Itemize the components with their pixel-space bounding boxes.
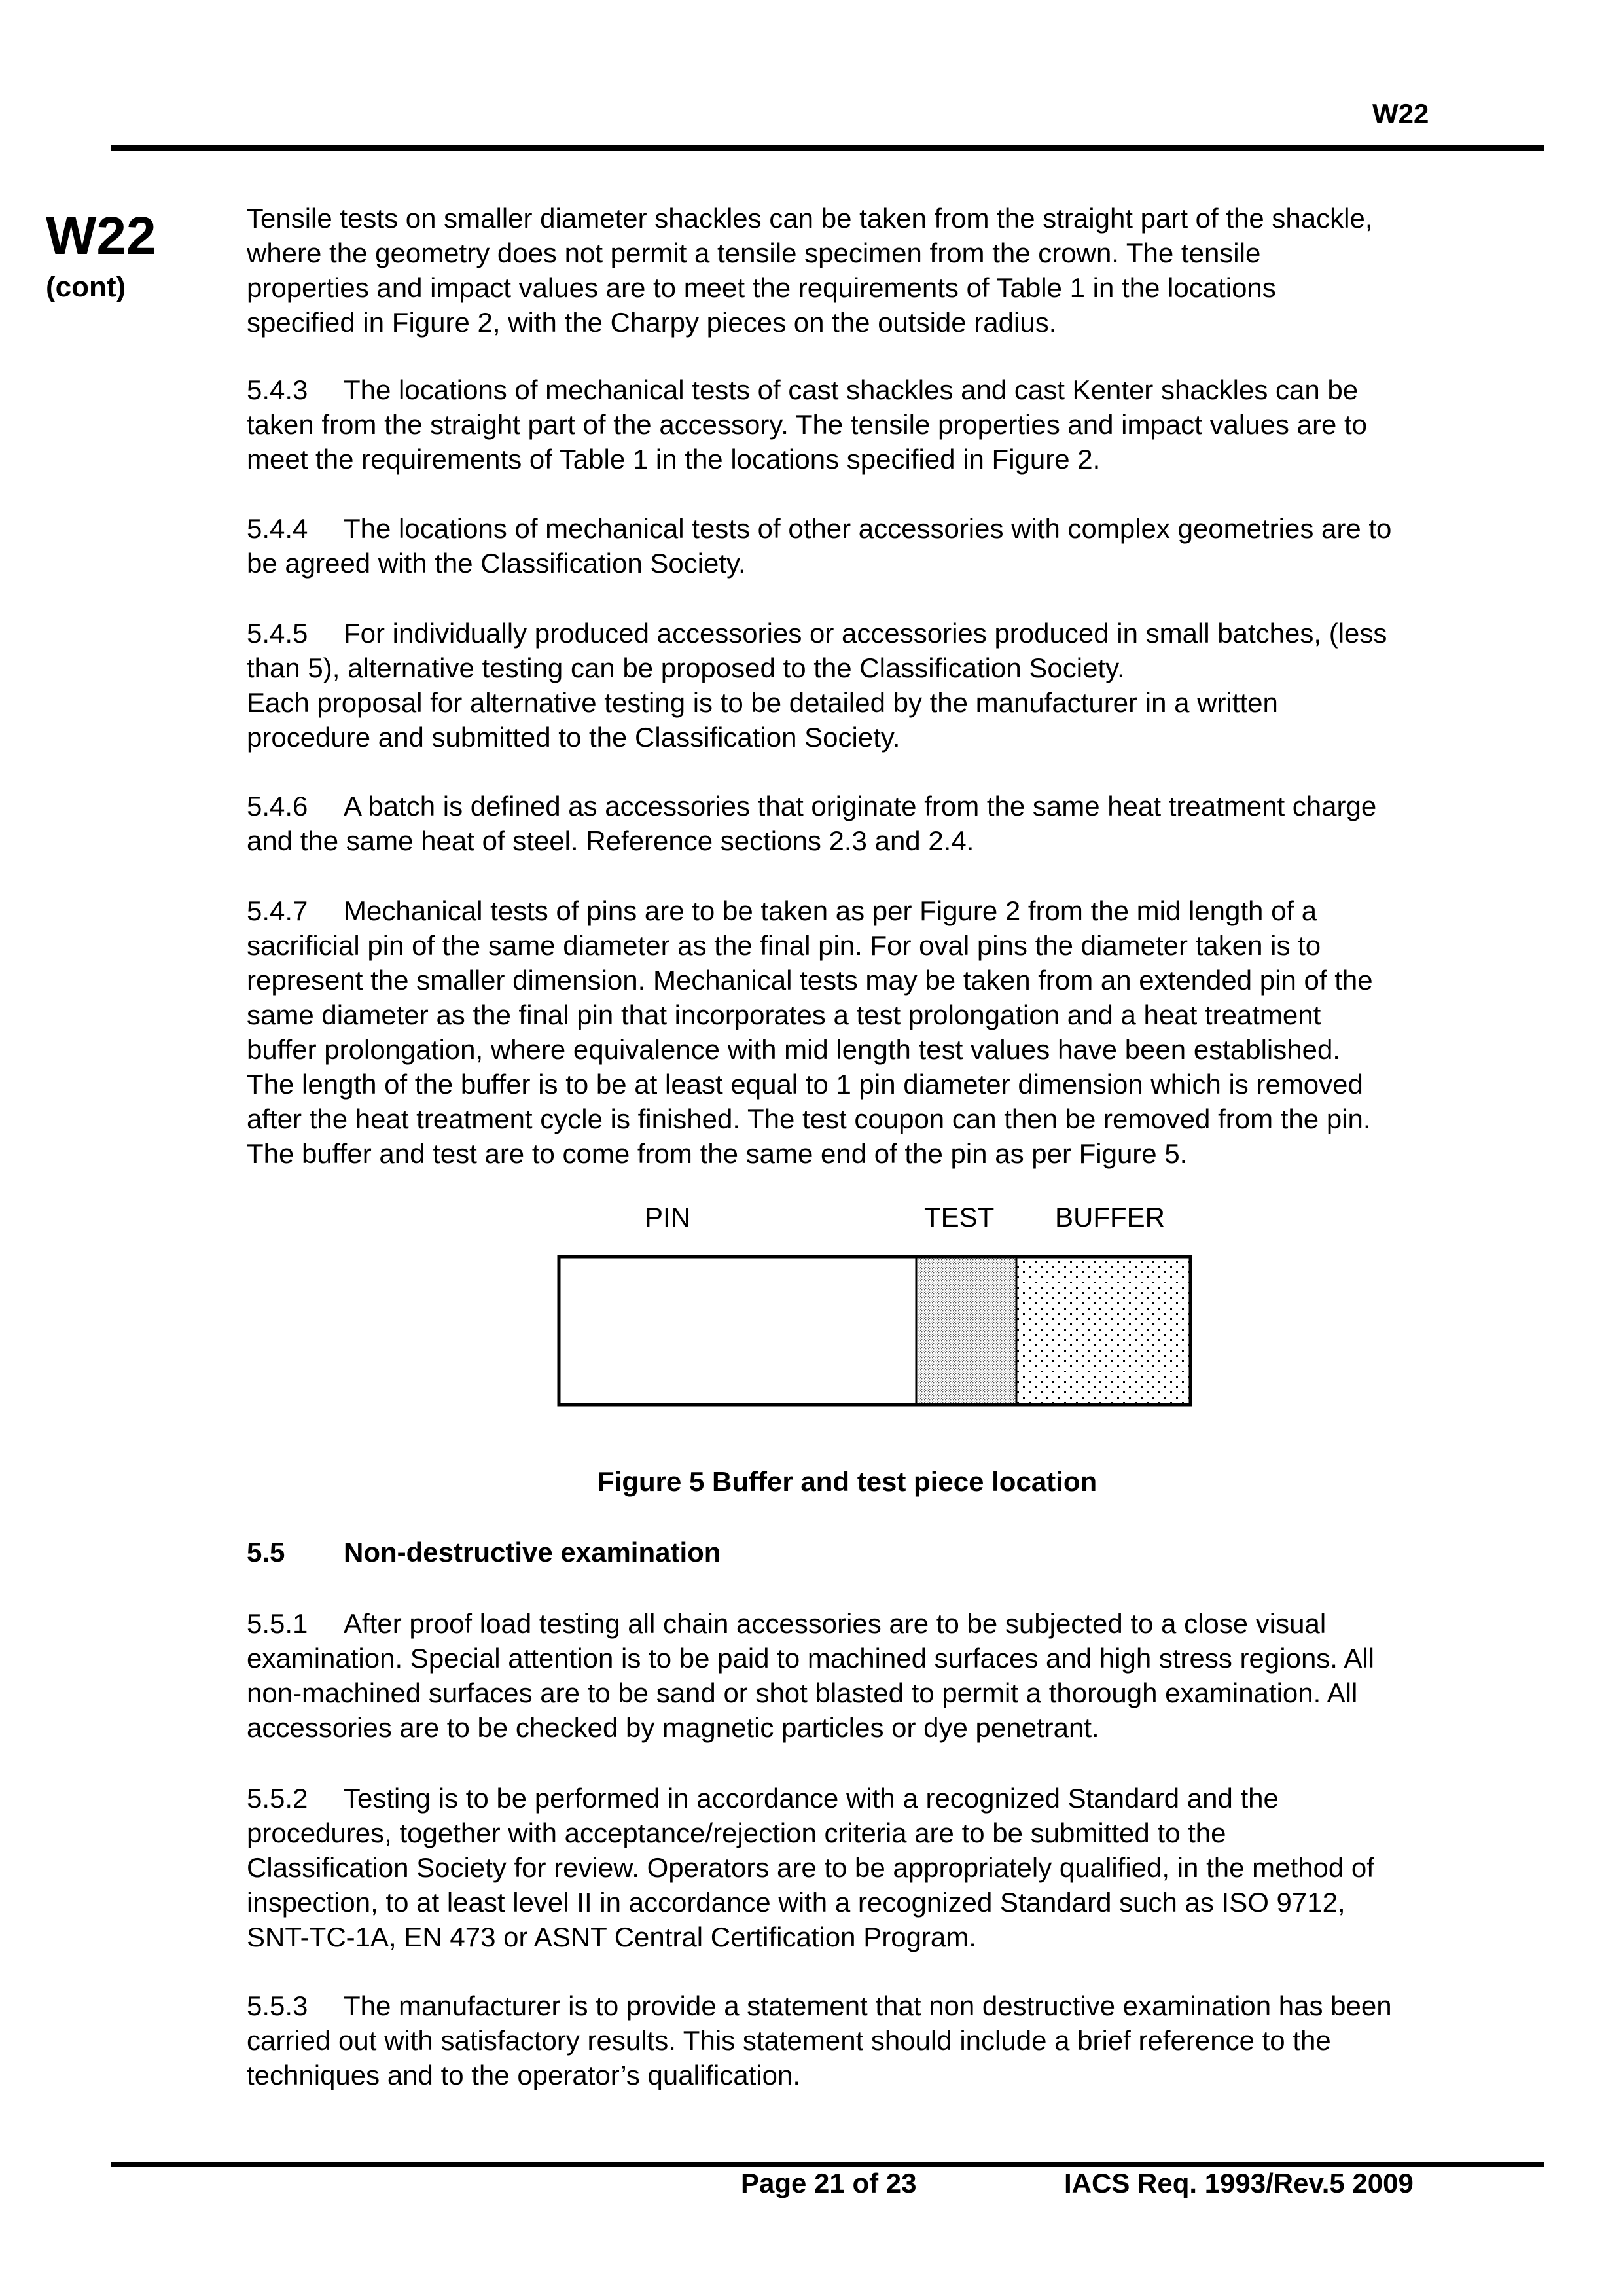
section-number: 5.5 xyxy=(247,1537,285,1568)
line-text: buffer prolongation, where equivalence with mid length test values have been established. xyxy=(247,1034,1340,1065)
line-text: The buffer and test are to come from the same end of the pin as per Figure 5. xyxy=(247,1138,1188,1169)
line-text: After proof load testing all chain accessories are to be subjected to a close visual xyxy=(344,1608,1327,1639)
paragraph-5-4-3 xyxy=(247,372,1367,476)
text-line xyxy=(247,372,1367,407)
line-text: Tensile tests on smaller diameter shackles can be taken from the straight part of the shackle, xyxy=(247,203,1373,234)
text-line xyxy=(247,305,1373,340)
line-text: where the geometry does not permit a tensile specimen from the crown. The tensile xyxy=(247,238,1261,268)
line-text: examination. Special attention is to be paid to machined surfaces and high stress regions. All xyxy=(247,1643,1375,1674)
text-line xyxy=(247,201,1373,236)
text-line xyxy=(247,407,1367,442)
paragraph-5-4-4 xyxy=(247,511,1391,581)
pin-region xyxy=(559,1257,916,1405)
line-text: A batch is defined as accessories that originate from the same heat treatment charge xyxy=(344,791,1377,821)
text-line xyxy=(247,2058,1392,2092)
line-text: The locations of mechanical tests of cast shackles and cast Kenter shackles can be xyxy=(344,374,1359,405)
text-line xyxy=(247,1850,1374,1885)
line-text: Each proposal for alternative testing is to be detailed by the manufacturer in a written xyxy=(247,687,1278,718)
text-line xyxy=(247,823,1376,858)
side-cont: (cont) xyxy=(46,271,126,303)
text-line xyxy=(247,616,1387,651)
text-line xyxy=(247,1102,1373,1136)
line-text: non-machined surfaces are to be sand or shot blasted to permit a thorough examination. All xyxy=(247,1677,1358,1708)
text-line xyxy=(247,789,1376,823)
clause-number: 5.4.5 xyxy=(247,618,308,649)
text-line xyxy=(247,720,1387,755)
text-line xyxy=(247,511,1391,546)
line-text: properties and impact values are to meet the requirements of Table 1 in the locations xyxy=(247,272,1276,303)
line-text: after the heat treatment cycle is finished. The test coupon can then be removed from the pin. xyxy=(247,1103,1371,1134)
text-line xyxy=(247,963,1373,997)
line-text: The locations of mechanical tests of other accessories with complex geometries are to xyxy=(344,513,1392,544)
line-text: represent the smaller dimension. Mechanical tests may be taken from an extended pin of the xyxy=(247,965,1373,996)
text-line xyxy=(247,1641,1374,1676)
clause-number: 5.4.3 xyxy=(247,374,308,405)
text-line xyxy=(247,1136,1373,1171)
line-text: SNT-TC-1A, EN 473 or ASNT Central Certification Program. xyxy=(247,1922,976,1952)
paragraph-5-5-2 xyxy=(247,1781,1374,1954)
clause-number: 5.4.7 xyxy=(247,895,308,926)
line-text: inspection, to at least level II in accordance with a recognized Standard such as ISO 9712, xyxy=(247,1887,1346,1918)
text-line xyxy=(247,1988,1392,2023)
figure-label-buffer: BUFFER xyxy=(1055,1202,1165,1232)
paragraph-5-4-7 xyxy=(247,893,1373,1171)
text-line xyxy=(247,1067,1373,1102)
text-line xyxy=(247,1781,1374,1816)
text-line xyxy=(247,893,1373,928)
line-text: same diameter as the final pin that incorporates a test prolongation and a heat treatment xyxy=(247,999,1321,1030)
text-line xyxy=(247,997,1373,1032)
line-text: meet the requirements of Table 1 in the locations specified in Figure 2. xyxy=(247,444,1101,475)
text-line xyxy=(247,1676,1374,1710)
line-text: Mechanical tests of pins are to be taken as per Figure 2 from the mid length of a xyxy=(344,895,1317,926)
header-rule xyxy=(111,145,1544,151)
figure-label-test: TEST xyxy=(924,1202,995,1232)
paragraph-5-4-5 xyxy=(247,616,1387,755)
footer-page-number: Page 21 of 23 xyxy=(741,2168,917,2198)
paragraph-5-5-3 xyxy=(247,1988,1392,2092)
figure-caption: Figure 5 Buffer and test piece location xyxy=(597,1466,1097,1497)
text-line xyxy=(247,1885,1374,1920)
line-text: procedure and submitted to the Classification Society. xyxy=(247,722,901,753)
text-line xyxy=(247,1032,1373,1067)
line-text: carried out with satisfactory results. This statement should include a brief reference to the xyxy=(247,2025,1331,2056)
footer-reference: IACS Req. 1993/Rev.5 2009 xyxy=(1064,2168,1414,2198)
line-text: taken from the straight part of the accessory. The tensile properties and impact values are to xyxy=(247,409,1367,440)
line-text: accessories are to be checked by magnetic particles or dye penetrant. xyxy=(247,1712,1099,1743)
text-line xyxy=(247,685,1387,720)
line-text: The manufacturer is to provide a statement that non destructive examination has been xyxy=(344,1990,1392,2021)
line-text: procedures, together with acceptance/rejection criteria are to be submitted to the xyxy=(247,1818,1226,1848)
line-text: and the same heat of steel. Reference sections 2.3 and 2.4. xyxy=(247,825,974,856)
text-line xyxy=(247,651,1387,685)
text-line xyxy=(247,2023,1392,2058)
paragraph-5-4-6 xyxy=(247,789,1376,858)
buffer-region xyxy=(1016,1257,1190,1405)
text-line xyxy=(247,1920,1374,1954)
paragraph xyxy=(247,201,1373,340)
clause-number: 5.4.6 xyxy=(247,791,308,821)
line-text: Classification Society for review. Operators are to be appropriately qualified, in the method of xyxy=(247,1852,1374,1883)
text-line xyxy=(247,1710,1374,1745)
text-line xyxy=(247,270,1373,305)
text-line xyxy=(247,442,1367,476)
clause-number: 5.5.1 xyxy=(247,1608,308,1639)
section-title: Non-destructive examination xyxy=(344,1537,721,1568)
figure-label-pin: PIN xyxy=(645,1202,691,1232)
figure-5-diagram xyxy=(556,1254,1194,1408)
line-text: techniques and to the operator’s qualification. xyxy=(247,2060,801,2090)
text-line xyxy=(247,1816,1374,1850)
text-line xyxy=(247,546,1391,581)
line-text: than 5), alternative testing can be proposed to the Classification Society. xyxy=(247,653,1125,683)
paragraph-5-5-1 xyxy=(247,1606,1374,1745)
clause-number: 5.5.2 xyxy=(247,1783,308,1814)
header-code: W22 xyxy=(1372,98,1429,129)
line-text: The length of the buffer is to be at least equal to 1 pin diameter dimension which is removed xyxy=(247,1069,1363,1100)
test-region xyxy=(916,1257,1016,1405)
line-text: Testing is to be performed in accordance with a recognized Standard and the xyxy=(344,1783,1279,1814)
line-text: specified in Figure 2, with the Charpy pieces on the outside radius. xyxy=(247,307,1057,338)
line-text: be agreed with the Classification Society. xyxy=(247,548,746,579)
text-line xyxy=(247,928,1373,963)
line-text: For individually produced accessories or accessories produced in small batches, (less xyxy=(344,618,1387,649)
footer-rule xyxy=(111,2162,1544,2167)
clause-number: 5.5.3 xyxy=(247,1990,308,2021)
line-text: sacrificial pin of the same diameter as the final pin. For oval pins the diameter taken is to xyxy=(247,930,1321,961)
side-code: W22 xyxy=(46,206,156,266)
text-line xyxy=(247,1606,1374,1641)
text-line xyxy=(247,236,1373,270)
clause-number: 5.4.4 xyxy=(247,513,308,544)
